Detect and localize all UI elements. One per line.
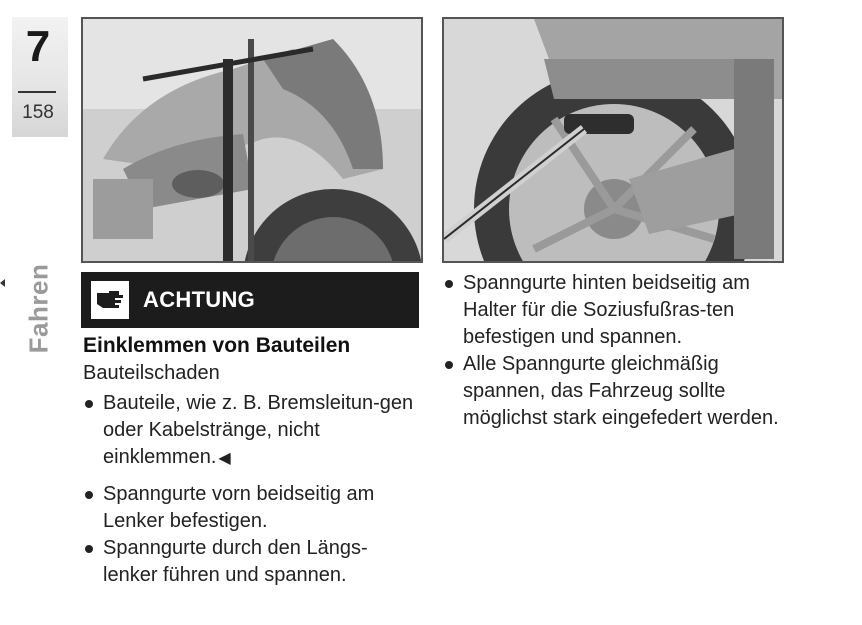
warning-hand-icon bbox=[91, 281, 129, 319]
warning-list bbox=[82, 390, 422, 472]
list-item: Spanngurte hinten beidseitig am Halter für die Soziusfußras-ten befestigen und spannen. bbox=[442, 270, 787, 351]
section-label bbox=[24, 258, 54, 358]
end-marker-icon: ◀ bbox=[218, 450, 231, 467]
chapter-divider bbox=[18, 91, 56, 93]
motorcycle-front-illustration bbox=[83, 19, 421, 261]
warning-banner bbox=[81, 272, 419, 328]
chapter-tab bbox=[12, 17, 68, 137]
chapter-number: 7 bbox=[25, 22, 51, 71]
list-item: Spanngurte vorn beidseitig am Lenker befestigen. bbox=[82, 481, 422, 535]
list-item: Spanngurte durch den Längs-lenker führen und spannen. bbox=[82, 535, 422, 589]
section-label-text: Fahren bbox=[23, 263, 54, 353]
list-item: Bauteile, wie z. B. Bremsleitun-gen oder Kabelstränge, nicht einklemmen. ◀ bbox=[82, 390, 422, 472]
page-number: 158 bbox=[22, 102, 54, 123]
front-strap-photo bbox=[81, 17, 423, 263]
page-edge-marker-icon bbox=[0, 279, 5, 287]
right-instruction-list bbox=[442, 270, 787, 432]
warning-title: ACHTUNG bbox=[143, 287, 256, 312]
motorcycle-rear-illustration bbox=[444, 19, 782, 261]
warning-heading: Einklemmen von Bauteilen bbox=[83, 334, 351, 357]
list-item: Alle Spanngurte gleichmäßig spannen, das Fahrzeug sollte möglichst stark eingefedert werden. bbox=[442, 351, 787, 432]
warning-subheading: Bauteilschaden bbox=[83, 362, 220, 384]
left-instruction-list bbox=[82, 481, 422, 589]
rear-strap-photo bbox=[442, 17, 784, 263]
